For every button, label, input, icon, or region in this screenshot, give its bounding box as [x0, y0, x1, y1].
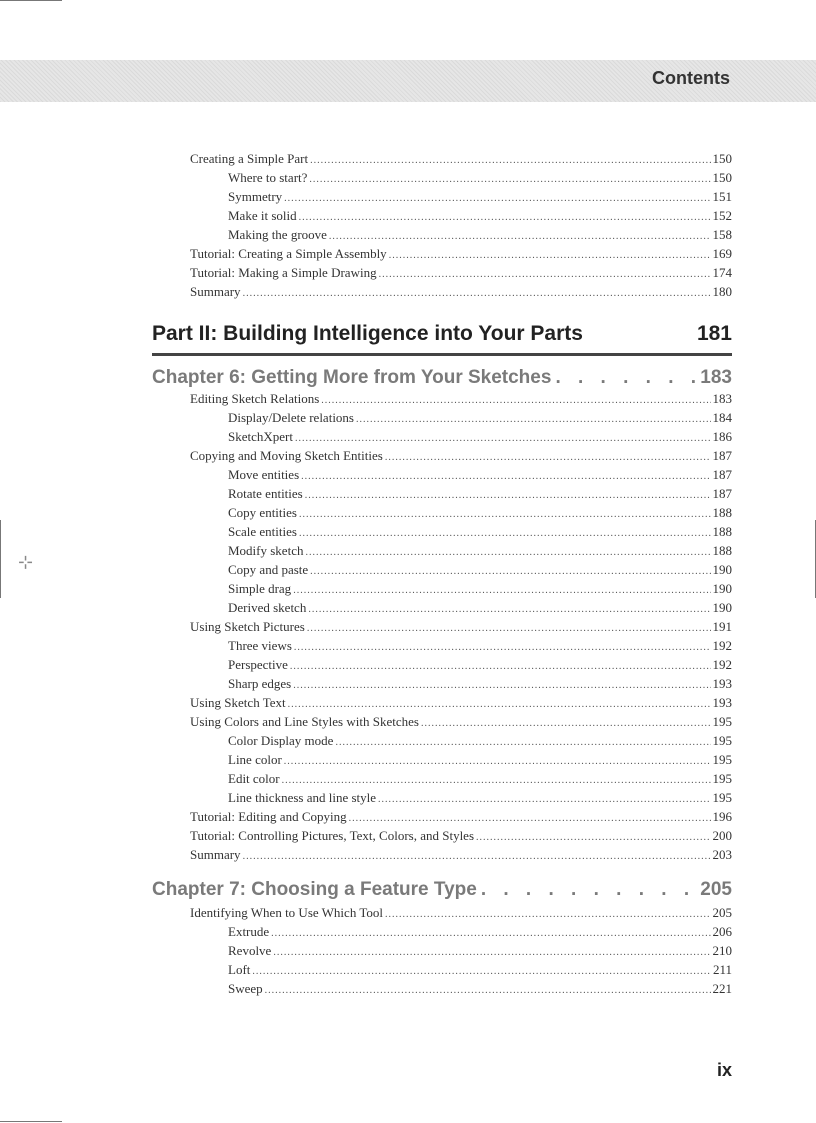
leader-dots — [310, 564, 710, 580]
toc-entry-page: 158 — [712, 227, 732, 242]
toc-entry — [190, 284, 732, 300]
leader-dots — [299, 210, 711, 226]
toc-entry-title: Summary — [190, 284, 241, 299]
chapter-heading — [152, 879, 732, 905]
leader-dots — [309, 172, 710, 188]
leader-dots — [389, 248, 711, 264]
toc-entry — [228, 467, 732, 483]
toc-entry — [228, 962, 732, 978]
toc-entry-title: Simple drag — [228, 581, 292, 596]
toc-entry-title: Identifying When to Use Which Tool — [190, 905, 383, 920]
chapter-page: 205 — [700, 879, 732, 900]
page-header-title: Contents — [652, 68, 730, 88]
toc-entry-page: 180 — [712, 284, 732, 299]
leader-dots — [243, 849, 711, 865]
toc-entry-page: 200 — [712, 828, 732, 843]
leader-dots — [555, 367, 696, 389]
leader-dots — [290, 659, 711, 675]
toc-entry — [228, 657, 732, 673]
toc-entry-page: 150 — [712, 170, 732, 185]
toc-entry — [190, 391, 732, 407]
toc-entry-page: 188 — [712, 524, 732, 539]
crop-mark — [0, 0, 62, 1]
toc-entry-page: 152 — [712, 208, 732, 223]
chapter-title: Chapter 6: Getting More from Your Sketches — [152, 367, 552, 388]
toc-entry-title: Using Sketch Text — [190, 695, 286, 710]
leader-dots — [310, 153, 710, 169]
leader-dots — [385, 450, 711, 466]
leader-dots — [308, 602, 710, 618]
toc-entry — [228, 410, 732, 426]
leader-dots — [379, 267, 711, 283]
toc-entry — [228, 562, 732, 578]
registration-mark-icon: ⊹ — [18, 552, 34, 572]
leader-dots — [305, 545, 710, 561]
toc-entry-title: Using Colors and Line Styles with Sketches — [190, 714, 419, 729]
leader-dots — [476, 830, 710, 846]
toc-entry-page: 192 — [712, 657, 732, 672]
leader-dots — [294, 640, 711, 656]
toc-entry — [228, 638, 732, 654]
leader-dots — [273, 945, 710, 961]
toc-entry-title: Extrude — [228, 924, 270, 939]
toc-entry-title: Color Display mode — [228, 733, 334, 748]
toc-entry — [228, 208, 732, 224]
toc-entry-page: 190 — [712, 581, 732, 596]
toc-entry — [190, 809, 732, 825]
toc-entry — [190, 246, 732, 262]
toc-entry — [228, 733, 732, 749]
toc-entry — [228, 227, 732, 243]
leader-dots — [305, 488, 711, 504]
toc-entry-title: Copy and paste — [228, 562, 309, 577]
toc-entry-title: SketchXpert — [228, 429, 293, 444]
toc-entry-page: 192 — [712, 638, 732, 653]
part-heading — [152, 322, 732, 350]
toc-entry-title: Revolve — [228, 943, 272, 958]
toc-entry-title: Line color — [228, 752, 282, 767]
leader-dots — [288, 697, 711, 713]
toc-entry-page: 195 — [712, 771, 732, 786]
leader-dots — [321, 393, 710, 409]
toc-entry — [228, 943, 732, 959]
toc-entry — [228, 486, 732, 502]
toc-entry-page: 190 — [712, 600, 732, 615]
leader-dots — [252, 964, 711, 980]
toc-entry-page: 206 — [712, 924, 732, 939]
leader-dots — [299, 526, 711, 542]
toc-entry — [190, 695, 732, 711]
toc-entry — [190, 448, 732, 464]
leader-dots — [271, 926, 710, 942]
leader-dots — [385, 907, 711, 923]
toc-entry-page: 193 — [712, 676, 732, 691]
toc-entry-title: Sharp edges — [228, 676, 292, 691]
toc-entry — [228, 771, 732, 787]
toc-entry-title: Using Sketch Pictures — [190, 619, 305, 634]
leader-dots — [335, 735, 710, 751]
toc-entry-page: 191 — [712, 619, 732, 634]
toc-entry-title: Summary — [190, 847, 241, 862]
toc-entry-page: 195 — [712, 752, 732, 767]
toc-entry — [228, 676, 732, 692]
chapter-heading — [152, 367, 732, 393]
toc-entry-title: Copy entities — [228, 505, 297, 520]
toc-entry-title: Derived sketch — [228, 600, 307, 615]
toc-entry-title: Tutorial: Controlling Pictures, Text, Colors, and Styles — [190, 828, 475, 843]
leader-dots — [284, 754, 711, 770]
toc-entry-title: Line thickness and line style — [228, 790, 377, 805]
leader-dots — [243, 286, 711, 302]
leader-dots — [284, 191, 710, 207]
part-title: Part II: Building Intelligence into Your Parts — [152, 322, 583, 345]
toc-entry-title: Scale entities — [228, 524, 297, 539]
toc-entry-title: Copying and Moving Sketch Entities — [190, 448, 383, 463]
toc-entry — [228, 543, 732, 559]
toc-entry — [190, 828, 732, 844]
toc-entry-page: 186 — [712, 429, 732, 444]
chapter-page: 183 — [700, 367, 732, 388]
toc-entry-title: Move entities — [228, 467, 300, 482]
toc-entry-page: 188 — [712, 543, 732, 558]
leader-dots — [356, 412, 711, 428]
leader-dots — [282, 773, 711, 789]
crop-mark — [0, 520, 1, 598]
toc-entry — [190, 151, 732, 167]
leader-dots — [329, 229, 711, 245]
leader-dots — [378, 792, 710, 808]
toc-entry-title: Rotate entities — [228, 486, 303, 501]
chapter-title: Chapter 7: Choosing a Feature Type — [152, 879, 477, 900]
toc-entry-page: 150 — [712, 151, 732, 166]
toc-entry-title: Edit color — [228, 771, 280, 786]
leader-dots — [295, 431, 711, 447]
toc-entry-title: Loft — [228, 962, 251, 977]
leader-dots — [265, 983, 711, 999]
toc-entry-page: 187 — [712, 448, 732, 463]
page-number: ix — [716, 1060, 732, 1080]
toc-entry — [228, 505, 732, 521]
leader-dots — [299, 507, 711, 523]
toc-entry-page: 187 — [712, 467, 732, 482]
toc-entry-page: 211 — [712, 962, 732, 977]
toc-entry-page: 190 — [712, 562, 732, 577]
leader-dots — [301, 469, 710, 485]
toc-entry-title: Tutorial: Editing and Copying — [190, 809, 347, 824]
toc-entry — [228, 581, 732, 597]
toc-entry-page: 210 — [712, 943, 732, 958]
toc-entry-title: Tutorial: Creating a Simple Assembly — [190, 246, 387, 261]
toc-entry — [228, 600, 732, 616]
toc-entry-page: 174 — [712, 265, 732, 280]
toc-entry-page: 195 — [712, 790, 732, 805]
toc-entry — [190, 265, 732, 281]
toc-entry-title: Make it solid — [228, 208, 297, 223]
toc-entry-page: 151 — [712, 189, 732, 204]
toc-entry-page: 196 — [712, 809, 732, 824]
leader-dots — [421, 716, 711, 732]
toc-entry-title: Symmetry — [228, 189, 283, 204]
toc-entry-title: Where to start? — [228, 170, 308, 185]
toc-entry — [190, 619, 732, 635]
toc-entry-title: Modify sketch — [228, 543, 304, 558]
toc-entry — [228, 981, 732, 997]
toc-entry-title: Sweep — [228, 981, 263, 996]
toc-entry — [190, 847, 732, 863]
toc-entry — [228, 790, 732, 806]
part-page: 181 — [696, 322, 732, 345]
toc-entry — [228, 752, 732, 768]
toc-entry-page: 193 — [712, 695, 732, 710]
toc-entry-page: 183 — [712, 391, 732, 406]
toc-entry-page: 195 — [712, 714, 732, 729]
toc-entry — [228, 924, 732, 940]
part-divider — [152, 353, 732, 356]
toc-entry-page: 195 — [712, 733, 732, 748]
toc-entry — [190, 905, 732, 921]
toc-entry — [228, 170, 732, 186]
crop-mark — [0, 1121, 62, 1122]
toc-entry-title: Making the groove — [228, 227, 327, 242]
leader-dots — [349, 811, 711, 827]
toc-entry-title: Creating a Simple Part — [190, 151, 309, 166]
toc-entry-page: 203 — [712, 847, 732, 862]
toc-entry-page: 169 — [712, 246, 732, 261]
toc-entry — [228, 524, 732, 540]
toc-entry — [228, 189, 732, 205]
toc-entry-title: Three views — [228, 638, 292, 653]
toc-entry-page: 188 — [712, 505, 732, 520]
toc-entry — [190, 714, 732, 730]
toc-entry-title: Tutorial: Making a Simple Drawing — [190, 265, 377, 280]
toc-entry-page: 187 — [712, 486, 732, 501]
toc-entry-page: 221 — [712, 981, 732, 996]
leader-dots — [481, 879, 696, 901]
toc-entry-page: 205 — [712, 905, 732, 920]
toc-entry-title: Perspective — [228, 657, 288, 672]
leader-dots — [307, 621, 711, 637]
toc-entry — [228, 429, 732, 445]
leader-dots — [293, 678, 710, 694]
toc-entry-title: Editing Sketch Relations — [190, 391, 320, 406]
toc-entry-title: Display/Delete relations — [228, 410, 354, 425]
toc-entry-page: 184 — [712, 410, 732, 425]
leader-dots — [293, 583, 710, 599]
